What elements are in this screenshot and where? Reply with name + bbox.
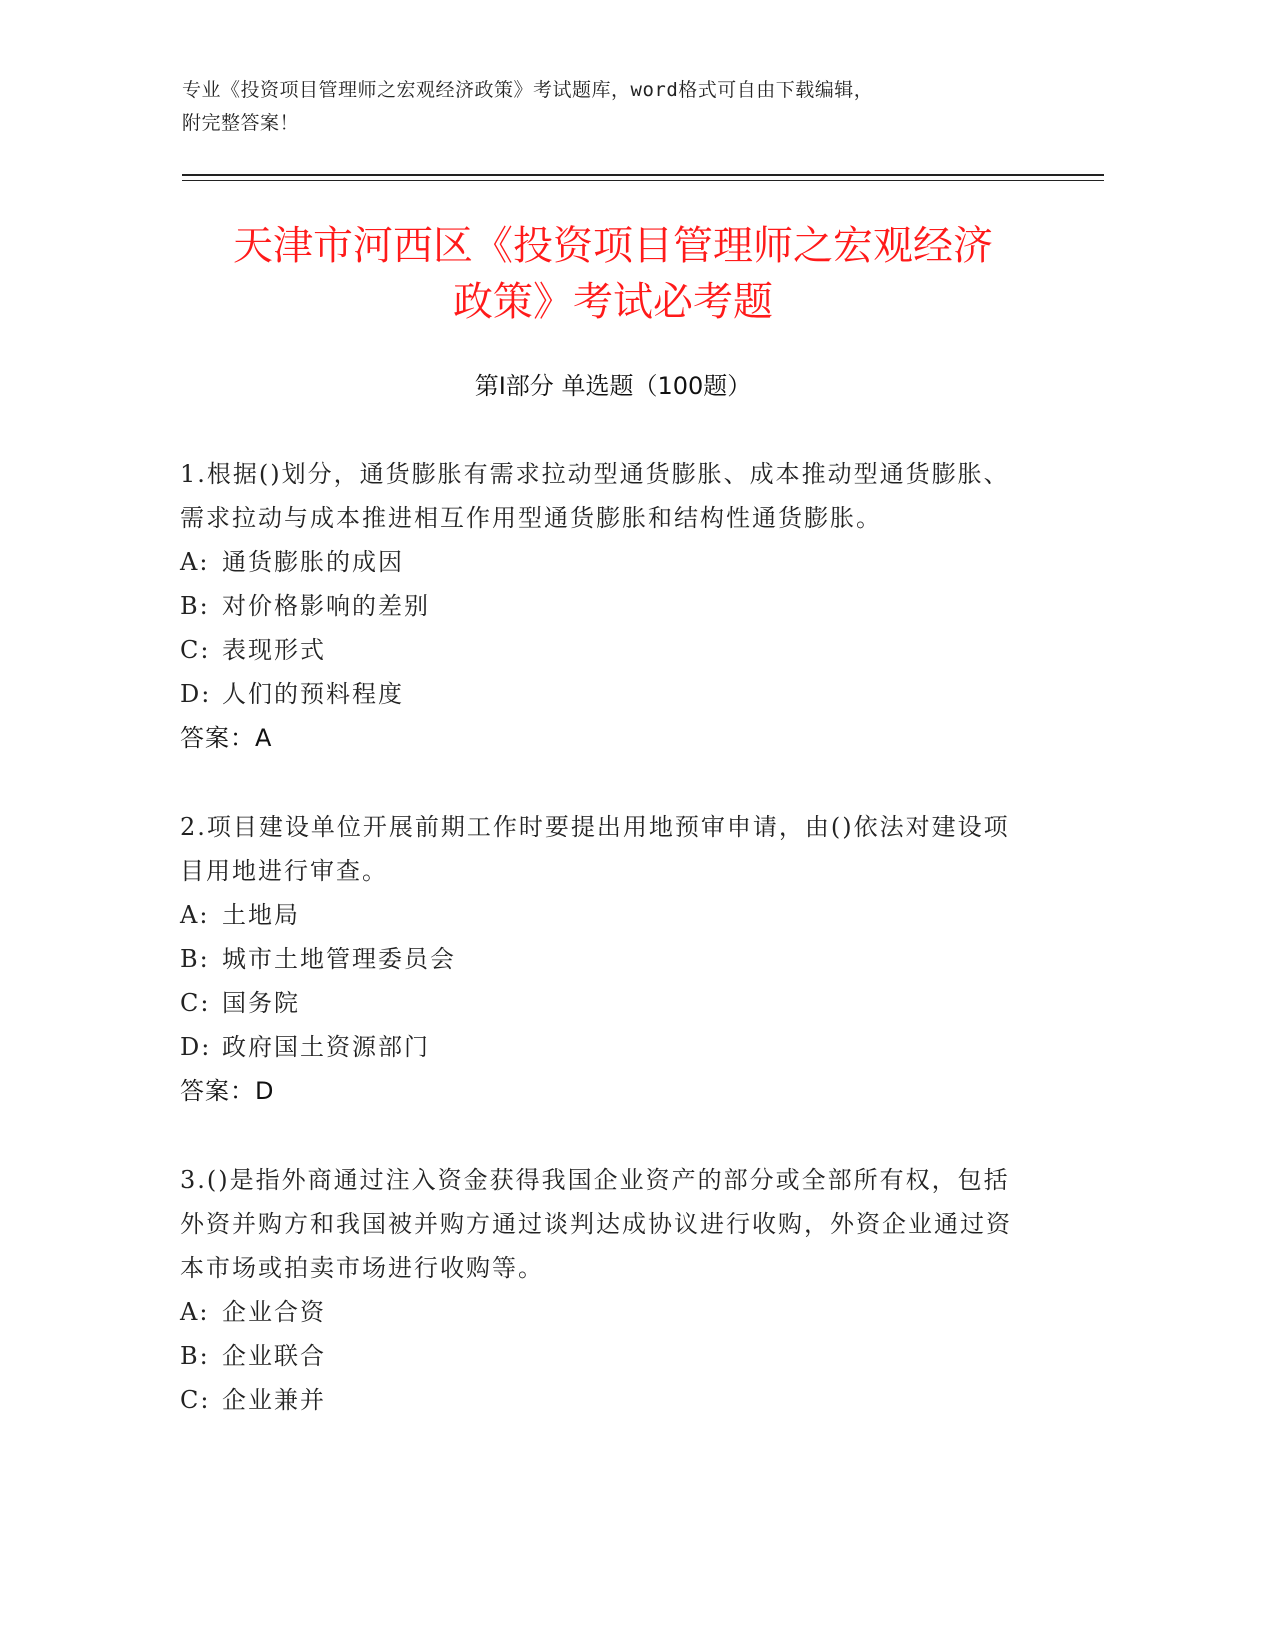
question-list <box>180 452 1020 1467</box>
option-letter: C: <box>180 636 211 664</box>
option-text: 企业合资 <box>222 1298 326 1326</box>
header-note <box>182 74 1082 140</box>
option-letter: C: <box>180 1386 211 1414</box>
option-letter: C: <box>180 989 211 1017</box>
option-letter: A: <box>180 548 210 576</box>
question-1 <box>180 452 1020 760</box>
option-d <box>180 1025 1020 1069</box>
option-text: 表现形式 <box>222 636 326 664</box>
option-b <box>180 1334 1020 1378</box>
question-3 <box>180 1158 1020 1422</box>
option-letter: B: <box>180 1342 210 1370</box>
option-letter: D: <box>180 1033 212 1061</box>
option-a <box>180 540 1020 584</box>
question-text: 3.()是指外商通过注入资金获得我国企业资产的部分或全部所有权，包括外资并购方和我国被并购方通过谈判达成协议进行收购，外资企业通过资本市场或拍卖市场进行收购等。 <box>180 1166 1012 1282</box>
option-letter: B: <box>180 592 210 620</box>
option-letter: A: <box>180 901 210 929</box>
document-title <box>182 218 1044 330</box>
option-text: 国务院 <box>222 989 300 1017</box>
question-text: 1.根据()划分，通货膨胀有需求拉动型通货膨胀、成本推动型通货膨胀、需求拉动与成本推进相互作用型通货膨胀和结构性通货膨胀。 <box>180 460 1010 532</box>
option-text: 土地局 <box>222 901 300 929</box>
header-rule-thick <box>182 174 1104 176</box>
option-c <box>180 981 1020 1025</box>
option-a <box>180 1290 1020 1334</box>
option-text: 人们的预料程度 <box>222 680 404 708</box>
option-c <box>180 628 1020 672</box>
question-text: 2.项目建设单位开展前期工作时要提出用地预审申请，由()依法对建设项目用地进行审查。 <box>180 813 1010 885</box>
option-text: 通货膨胀的成因 <box>222 548 404 576</box>
option-c <box>180 1378 1020 1422</box>
option-text: 城市土地管理委员会 <box>222 945 456 973</box>
answer: 答案：D <box>180 1077 275 1105</box>
option-a <box>180 893 1020 937</box>
header-note-line-2: 附完整答案！ <box>182 112 300 134</box>
answer: 答案：A <box>180 724 273 752</box>
option-text: 政府国土资源部门 <box>222 1033 430 1061</box>
option-text: 对价格影响的差别 <box>222 592 430 620</box>
option-b <box>180 937 1020 981</box>
document-title-line-1: 天津市河西区《投资项目管理师之宏观经济 <box>233 223 993 269</box>
section-title: 第Ⅰ部分 单选题（100题） <box>474 372 752 400</box>
option-letter: D: <box>180 680 212 708</box>
option-letter: B: <box>180 945 210 973</box>
header-note-line-1: 专业《投资项目管理师之宏观经济政策》考试题库，word格式可自由下载编辑， <box>182 79 874 101</box>
option-text: 企业兼并 <box>222 1386 326 1414</box>
option-b <box>180 584 1020 628</box>
header-rule-thin <box>182 180 1104 181</box>
document-title-line-2: 政策》考试必考题 <box>453 279 773 325</box>
question-2 <box>180 805 1020 1113</box>
option-d <box>180 672 1020 716</box>
option-text: 企业联合 <box>222 1342 326 1370</box>
option-letter: A: <box>180 1298 210 1326</box>
